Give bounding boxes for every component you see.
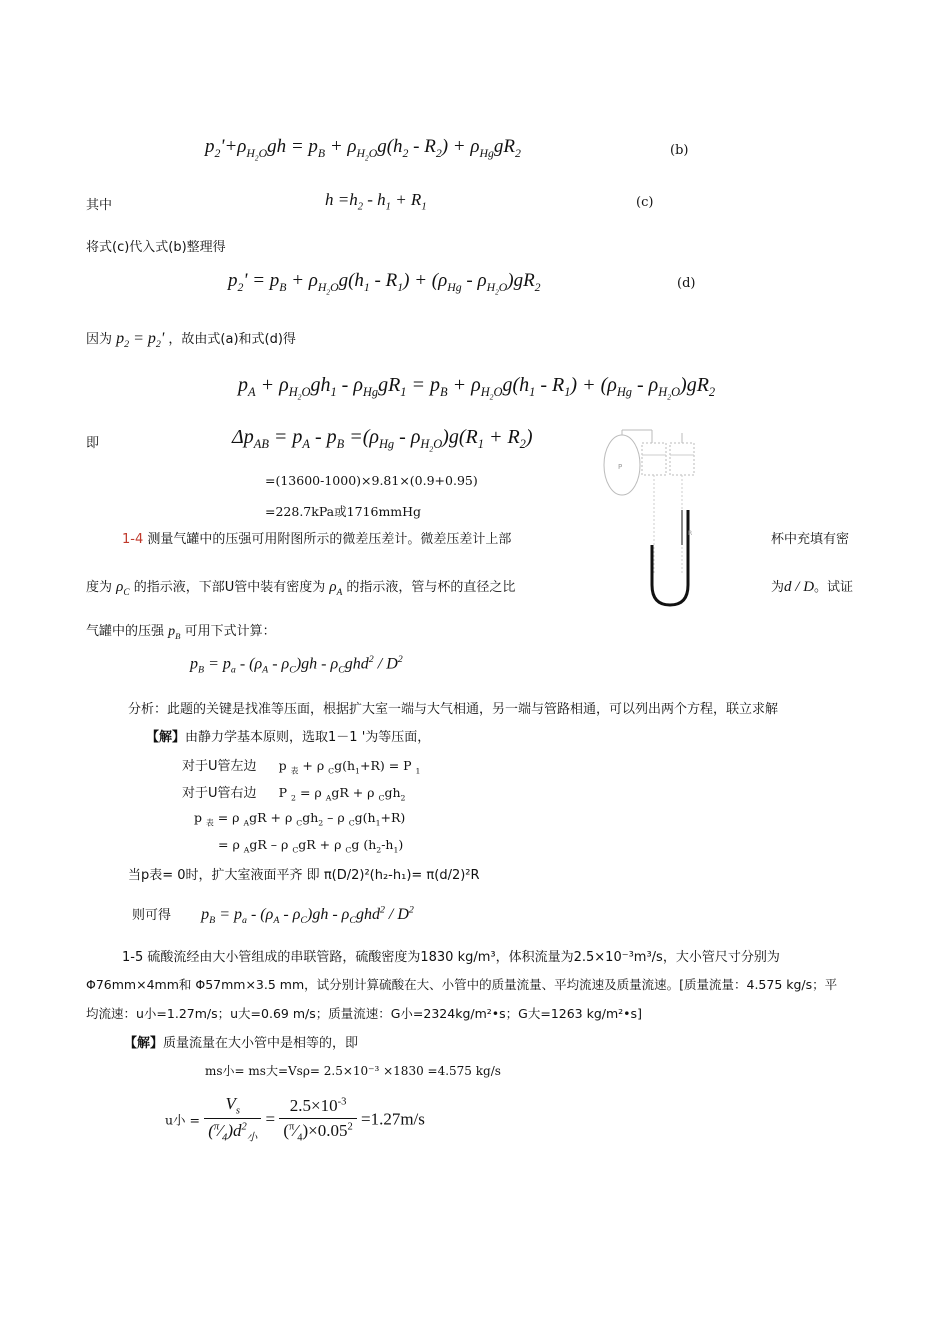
u-left-eq: p $_表$ + ρ $_Cg(h_1+R) = P$ $_1$ [278, 758, 421, 776]
equation-tag-c: (c) [636, 195, 654, 210]
because-math: $p_2 = p_2'$ [116, 330, 165, 351]
sol-head: 【解】 [146, 730, 186, 745]
u-tube [652, 510, 688, 605]
qizhong-label: 其中 [86, 198, 113, 213]
rho-c: $\rho_C$ [116, 579, 130, 598]
frac-2: $\frac{2.5\times 10^{-3}}{(^\pi⁄_4)\times 0.05^2}$ [279, 1096, 356, 1143]
problem-1-4-line1a: 测量气罐中的压强可用附图所示的微差压差计。微差压差计上部 [147, 532, 512, 547]
u-label: u小 = [165, 1112, 200, 1128]
r-label: R [688, 530, 693, 537]
then-line [132, 904, 414, 926]
ji-label: 即 [86, 436, 100, 451]
line2d: 为 [771, 580, 785, 595]
equation-b: $p_2'+\rho_{H_2O}gh = p_B + \rho_{H_2O}g(h_2 - R_2) + \rho_{Hg}gR_2$ [205, 136, 521, 163]
calc-line-2: =228.7kPa或1716mmHg [265, 504, 422, 519]
line3b: 可用下式计算： [184, 624, 276, 639]
equation-pb: $p_B = p_a - (\rho_A - \rho_C)gh - \rho_Cghd^2 / D^2$ [190, 654, 403, 676]
p-b: $p_B$ [168, 624, 181, 641]
problem-1-5-line3: 均流速：u小=1.27m/s；u大=0.69 m/s；质量流速：G小=2324kg/m²•s；G大=1263 kg/m²•s] [86, 1006, 642, 1021]
problem-1-4-line1 [122, 528, 511, 547]
equation-combined: $p_A + \rho_{H_2O}gh_1 - \rho_{Hg}gR_1 = p_B + \rho_{H_2O}g(h_1 - R_1) + (\rho_{Hg} - \rho_{H_2O})gR_2$ [238, 374, 716, 402]
equation-d: $p_2' = p_B + \rho_{H_2O}g(h_1 - R_1) + (\rho_{Hg} - \rho_{H_2O})gR_2$ [228, 270, 541, 297]
cup-right [670, 443, 694, 475]
frac-1: $\frac{V_s}{(^\pi⁄_4)d^2_小}$ [204, 1094, 261, 1145]
problem-1-4-line3 [86, 620, 276, 641]
problem-1-4-line2 [86, 576, 515, 598]
solution-1-4-head [146, 726, 430, 745]
equation-tag-d: (d) [677, 276, 696, 291]
p-biao-eq1: p $_表$ = ρ $_A$gR + ρ $_Cgh_2$ – ρ $_Cg(h_1+R)$ [194, 810, 406, 828]
problem-1-4-line2-right [771, 576, 853, 596]
equation-pb-2: $p_B = p_a - (\rho_A - \rho_C)gh - \rho_Cghd^2 / D^2$ [201, 904, 414, 927]
sol-text: 由静力学基本原则，选取1－1 '为等压面， [185, 730, 431, 745]
because-line [86, 328, 296, 350]
substitute-line: 将式(c)代入式(b)整理得 [86, 240, 226, 255]
manometer-diagram [600, 425, 710, 610]
because-pre: 因为 [86, 332, 113, 347]
u-left-label: 对于U管左边 [182, 759, 257, 774]
problem-1-4-number: 1-4 [122, 532, 144, 547]
calc-line-1: =(13600-1000)×9.81×(0.9+0.95) [265, 473, 478, 488]
u-left-line [182, 755, 420, 777]
when-line: 当p表= 0时，扩大室液面平齐 即 π(D/2)²(h₂-h₁)= π(d/2)²R [128, 868, 480, 883]
equation-delta-p: $\Delta p_{AB} = p_A - p_B =(\rho_{Hg} - \rho_{H_2O})g(R_1 + R_2)$ [232, 426, 533, 454]
line2e: 。试证 [814, 580, 854, 595]
tank-label: P [618, 463, 623, 471]
p-biao-eq2: = ρ $_A$gR – ρ $_C$gR + ρ $_C$g $(h_2-h_1)$ [218, 837, 404, 855]
problem-1-4-line1b: 杯中充填有密 [771, 532, 850, 547]
solution-1-5-head [124, 1032, 358, 1051]
line3: 气罐中的压强 [86, 624, 165, 639]
line2a: 度为 [86, 580, 113, 595]
u-right-line [182, 782, 405, 803]
line2b: 的指示液，下部U管中装有密度为 [133, 580, 326, 595]
then-label: 则可得 [132, 908, 172, 923]
sol15-text: 质量流量在大小管中是相等的，即 [163, 1036, 359, 1051]
u-right-label: 对于U管右边 [182, 786, 257, 801]
line2c: 的指示液，管与杯的直径之比 [346, 580, 516, 595]
problem-1-5-line2: Φ76mm×4mm和 Φ57mm×3.5 mm，试分别计算硫酸在大、小管中的质量流量、平均流速及质量流速。[质量流量：4.575 kg/s；平 [86, 977, 838, 992]
analysis-line: 分析：此题的关键是找准等压面，根据扩大室一端与大气相通，另一端与管路相通，可以列出两个方程，联立求解 [128, 702, 779, 717]
velocity-eq: u小 = $\frac{V_s}{(^\pi⁄_4)d^2_小}$ = $\frac{2.5\times 10^{-3}}{(^\pi⁄_4)\times 0.05^2}$ =1.27m/s [165, 1094, 425, 1144]
mass-flow-eq: ms小= ms大=Vsρ= 2.5×10⁻³ ×1830 =4.575 kg/s [205, 1064, 501, 1078]
d-over-D: d / D [784, 579, 815, 595]
cup-left [642, 443, 666, 475]
equation-tag-b: (b) [670, 143, 689, 158]
equation-c: $h =h_2 - h_1 + R_1$ [325, 190, 427, 213]
u-right-eq: P $_2$ = ρ $_A$gR + ρ $_Cgh_2$ [278, 785, 406, 803]
problem-1-5-line1: 1-5 硫酸流经由大小管组成的串联管路，硫酸密度为1830 kg/m³，体积流量为2.5×10⁻³m³/s，大小管尺寸分别为 [122, 950, 780, 965]
sol15-head: 【解】 [124, 1036, 164, 1051]
rho-a: $\rho_A$ [329, 579, 343, 598]
u-result: =1.27m/s [361, 1109, 425, 1129]
because-post: ，故由式(a)和式(d)得 [168, 332, 296, 347]
